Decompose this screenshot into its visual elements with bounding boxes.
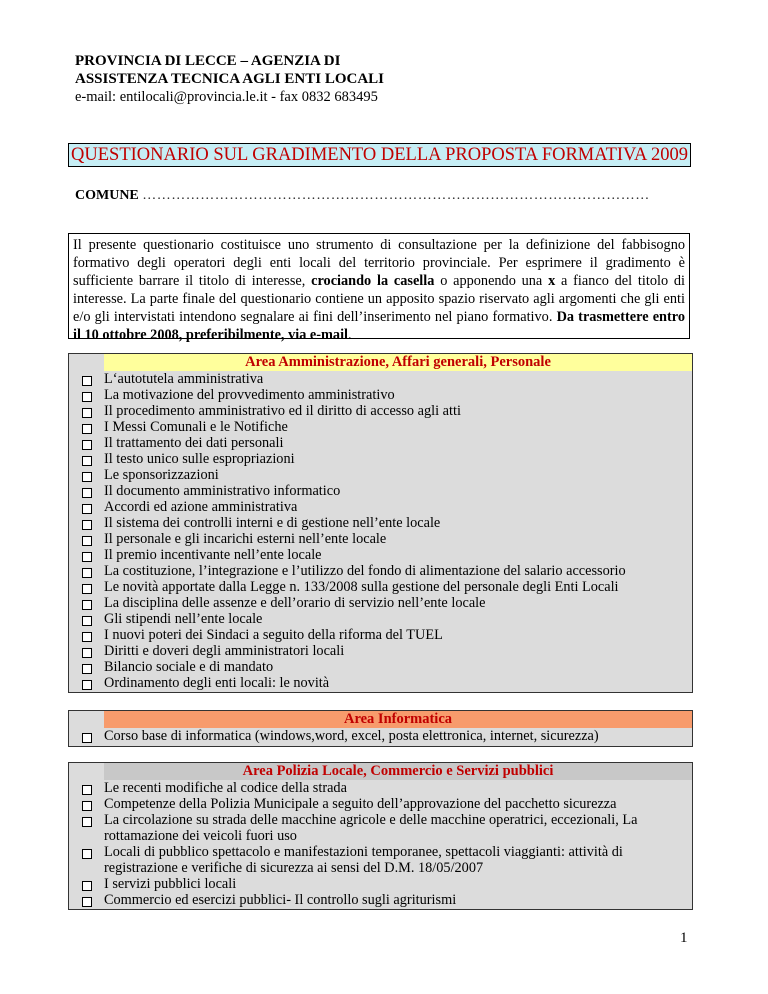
checklist-item-label: Competenze della Polizia Municipale a seguito dell’approvazione del pacchetto sicurezza — [104, 796, 617, 812]
checklist-item-label: Il trattamento dei dati personali — [104, 435, 284, 451]
checklist-item — [69, 435, 692, 451]
intro-bold-1: crociando la casella — [311, 273, 435, 289]
checkbox[interactable] — [69, 563, 104, 578]
checkbox-square-icon[interactable] — [82, 785, 92, 795]
checklist-item — [69, 659, 692, 675]
checklist-item-label: Locali di pubblico spettacolo e manifestazioni temporanee, spettacoli viaggianti: attività di registrazione e verifiche di sicurezza ai sensi del D.M. 18/05/2007 — [104, 844, 623, 876]
checklist-item-label: La disciplina delle assenze e dell’orario di servizio nell’ente locale — [104, 595, 486, 611]
checklist-item-label: Il sistema dei controlli interni e di gestione nell’ente locale — [104, 515, 441, 531]
checkbox[interactable] — [69, 659, 104, 674]
checklist-item — [69, 643, 692, 659]
checkbox[interactable] — [69, 403, 104, 418]
checklist-item — [69, 419, 692, 435]
checkbox[interactable] — [69, 892, 104, 907]
checklist-item-label: Gli stipendi nell’ente locale — [104, 611, 263, 627]
checkbox-square-icon[interactable] — [82, 520, 92, 530]
checkbox[interactable] — [69, 595, 104, 610]
checkbox[interactable] — [69, 483, 104, 498]
intro-bold-2: x — [548, 273, 556, 289]
area-amministrazione — [68, 353, 693, 693]
checklist-item — [69, 451, 692, 467]
checklist-item — [69, 595, 692, 611]
checklist-item-label: Le novità apportate dalla Legge n. 133/2008 sulla gestione del personale degli Enti Locali — [104, 579, 619, 595]
checkbox-square-icon[interactable] — [82, 849, 92, 859]
checkbox[interactable] — [69, 643, 104, 658]
checklist-item-label: Il personale e gli incarichi esterni nell’ente locale — [104, 531, 387, 547]
checklist-item — [69, 387, 692, 403]
area-items — [69, 371, 692, 691]
checklist-item-label: Il documento amministrativo informatico — [104, 483, 341, 499]
checklist-item-label: Diritti e doveri degli amministratori locali — [104, 643, 345, 659]
page-number: 1 — [680, 930, 688, 946]
checkbox-square-icon[interactable] — [82, 376, 92, 386]
checkbox-square-icon[interactable] — [82, 456, 92, 466]
checkbox-square-icon[interactable] — [82, 392, 92, 402]
checklist-item — [69, 371, 692, 387]
intro-text-1: Il presente questionario costituisce uno strumento di consultazione per la definizione del fabbisogno formativo degli operatori degli enti locali del territorio provinciale. Per esprimere il gradimento è sufficiente barrare il titolo di interesse, — [73, 237, 685, 289]
checkbox-square-icon[interactable] — [82, 568, 92, 578]
checklist-item-label: Le recenti modifiche al codice della strada — [104, 780, 347, 796]
checkbox-square-icon[interactable] — [82, 504, 92, 514]
checklist-item — [69, 675, 692, 691]
checklist-item-label: La motivazione del provvedimento amministrativo — [104, 387, 395, 403]
checklist-item — [69, 403, 692, 419]
checkbox-square-icon[interactable] — [82, 664, 92, 674]
organization-header — [75, 52, 384, 106]
checkbox[interactable] — [69, 728, 104, 743]
checkbox[interactable] — [69, 796, 104, 811]
checkbox[interactable] — [69, 531, 104, 546]
checkbox[interactable] — [69, 435, 104, 450]
questionnaire-title: QUESTIONARIO SUL GRADIMENTO DELLA PROPOSTA FORMATIVA 2009 — [68, 143, 691, 167]
checklist-item-label: Il procedimento amministrativo ed il diritto di accesso agli atti — [104, 403, 461, 419]
checklist-item — [69, 844, 692, 876]
org-contact-line: e-mail: entilocali@provincia.le.it - fax 0832 683495 — [75, 89, 378, 105]
checkbox-square-icon[interactable] — [82, 817, 92, 827]
area-informatica — [68, 710, 693, 747]
comune-label: COMUNE — [75, 188, 139, 203]
checkbox[interactable] — [69, 451, 104, 466]
checkbox-square-icon[interactable] — [82, 440, 92, 450]
checklist-item-label: La circolazione su strada delle macchine agricole e delle macchine operatrici, eccezionali, La rottamazione dei veicoli fuori uso — [104, 812, 638, 844]
checklist-item-label: Le sponsorizzazioni — [104, 467, 219, 483]
org-name-line2: ASSISTENZA TECNICA AGLI ENTI LOCALI — [75, 71, 385, 87]
checkbox[interactable] — [69, 627, 104, 642]
checkbox[interactable] — [69, 515, 104, 530]
checkbox-square-icon[interactable] — [82, 552, 92, 562]
org-name-line1: PROVINCIA DI LECCE – AGENZIA DI — [75, 53, 341, 69]
checkbox[interactable] — [69, 419, 104, 434]
checkbox[interactable] — [69, 579, 104, 594]
checklist-item-label: Accordi ed azione amministrativa — [104, 499, 298, 515]
checklist-item-label: Il testo unico sulle espropriazioni — [104, 451, 295, 467]
checkbox-square-icon[interactable] — [82, 733, 92, 743]
checkbox-square-icon[interactable] — [82, 488, 92, 498]
checklist-item-label: L‘autotutela amministrativa — [104, 371, 264, 387]
intro-text-4: . — [348, 327, 352, 343]
checklist-item — [69, 531, 692, 547]
intro-bold-deadline: Da trasmettere entro il 10 ottobre 2008, preferibilmente, via e-mail — [73, 309, 686, 343]
checkbox[interactable] — [69, 844, 104, 859]
checkbox-square-icon[interactable] — [82, 536, 92, 546]
checklist-item-label: Corso base di informatica (windows,word, excel, posta elettronica, internet, sicurezza) — [104, 728, 599, 744]
area-items — [69, 728, 692, 744]
checkbox-square-icon[interactable] — [82, 472, 92, 482]
area-items — [69, 780, 692, 908]
checklist-item — [69, 611, 692, 627]
checkbox[interactable] — [69, 780, 104, 795]
checklist-item — [69, 728, 692, 744]
checklist-item — [69, 483, 692, 499]
area-title: Area Informatica — [104, 711, 692, 728]
checklist-item — [69, 579, 692, 595]
checkbox-square-icon[interactable] — [82, 648, 92, 658]
checklist-item-label: Il premio incentivante nell’ente locale — [104, 547, 322, 563]
checklist-item — [69, 515, 692, 531]
checklist-item-label: I Messi Comunali e le Notifiche — [104, 419, 288, 435]
checkbox[interactable] — [69, 371, 104, 386]
checkbox-square-icon[interactable] — [82, 600, 92, 610]
checklist-item-label: Bilancio sociale e di mandato — [104, 659, 274, 675]
comune-field[interactable] — [75, 188, 650, 204]
checkbox-square-icon[interactable] — [82, 897, 92, 907]
checkbox[interactable] — [69, 547, 104, 562]
comune-fill-line[interactable]: …………………………………………………………………………………………… — [142, 188, 650, 203]
checklist-item — [69, 627, 692, 643]
checklist-item-label: I servizi pubblici locali — [104, 876, 237, 892]
checkbox[interactable] — [69, 611, 104, 626]
checkbox-square-icon[interactable] — [82, 801, 92, 811]
checkbox-square-icon[interactable] — [82, 680, 92, 690]
checklist-item — [69, 467, 692, 483]
checklist-item-label: Ordinamento degli enti locali: le novità — [104, 675, 330, 691]
intro-paragraph-box — [68, 233, 690, 343]
checkbox-square-icon[interactable] — [82, 424, 92, 434]
checklist-item — [69, 780, 692, 796]
checkbox-square-icon[interactable] — [82, 584, 92, 594]
checklist-item-label: I nuovi poteri dei Sindaci a seguito della riforma del TUEL — [104, 627, 443, 643]
area-title: Area Amministrazione, Affari generali, Personale — [104, 354, 692, 371]
checkbox[interactable] — [69, 499, 104, 514]
checklist-item — [69, 499, 692, 515]
checklist-item — [69, 812, 692, 844]
intro-paragraph — [73, 236, 685, 344]
intro-text-3: a fianco del titolo di interesse. La parte finale del questionario contiene un apposito spazio riservato agli argomenti che gli enti e/o gli intervistati intendono segnalare ai fini dell’inserimento nel piano formativo. — [73, 273, 685, 325]
checklist-item — [69, 876, 692, 892]
checklist-item-label: La costituzione, l’integrazione e l’utilizzo del fondo di alimentazione del salario accessorio — [104, 563, 626, 579]
checkbox[interactable] — [69, 675, 104, 690]
checkbox[interactable] — [69, 812, 104, 827]
checklist-item — [69, 892, 692, 908]
intro-text-2: o apponendo una — [434, 273, 549, 289]
checkbox-square-icon[interactable] — [82, 408, 92, 418]
checkbox-square-icon[interactable] — [82, 616, 92, 626]
area-polizia-locale — [68, 762, 693, 910]
checkbox[interactable] — [69, 876, 104, 891]
area-title: Area Polizia Locale, Commercio e Servizi pubblici — [104, 763, 692, 780]
checkbox-square-icon[interactable] — [82, 632, 92, 642]
checklist-item — [69, 796, 692, 812]
checklist-item — [69, 563, 692, 579]
checkbox[interactable] — [69, 467, 104, 482]
checklist-item-label: Commercio ed esercizi pubblici- Il controllo sugli agriturismi — [104, 892, 457, 908]
checkbox-square-icon[interactable] — [82, 881, 92, 891]
checkbox[interactable] — [69, 387, 104, 402]
checklist-item — [69, 547, 692, 563]
